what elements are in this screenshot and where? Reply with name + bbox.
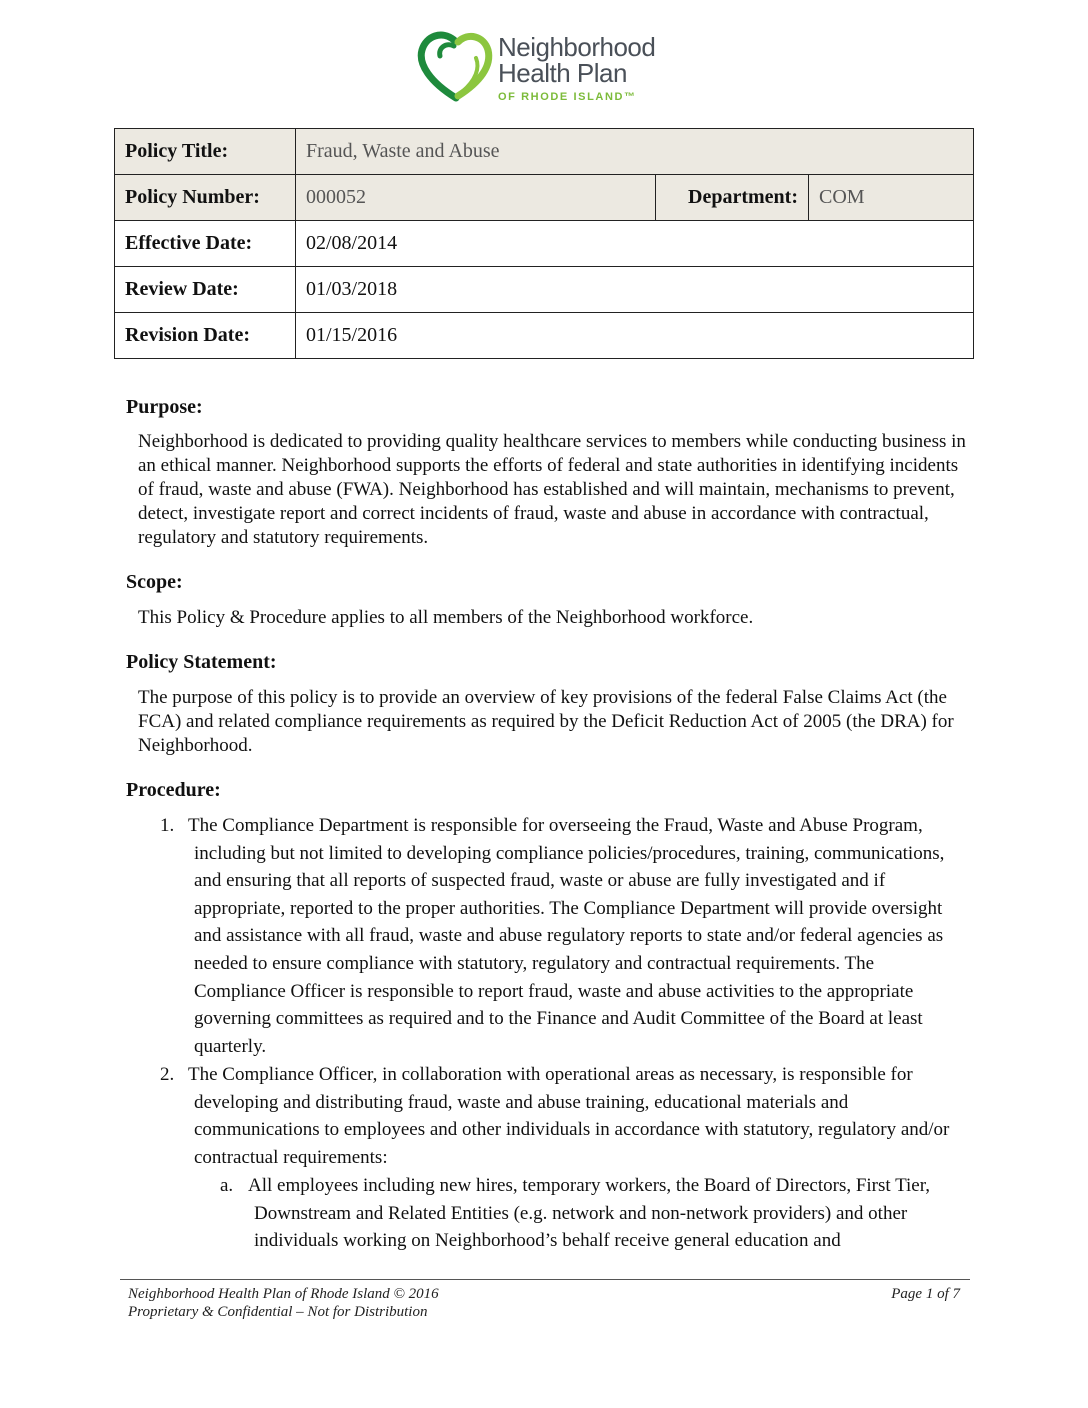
procedure-item-2	[160, 1061, 964, 1171]
logo-line-1: Neighborhood	[498, 32, 656, 62]
list-marker: a.	[220, 1175, 234, 1196]
list-marker: 1.	[160, 815, 175, 836]
effective-date-value: 02/08/2014	[296, 221, 974, 267]
policy-title-label: Policy Title:	[115, 129, 296, 175]
policy-statement-text: The purpose of this policy is to provide an overview of key provisions of the federal False Claims Act (the FCA) and related compliance requirements as required by the Deficit Reduction Act of 2005 (the DRA) for Neighborhood.	[138, 687, 954, 756]
review-date-label: Review Date:	[115, 267, 296, 313]
policy-number-value: 000052	[296, 175, 656, 221]
procedure-heading: Procedure:	[126, 779, 221, 801]
policy-number-row	[115, 175, 974, 221]
logo-line-2: Health Plan	[498, 58, 627, 88]
company-logo	[416, 26, 678, 106]
footer-confidential-line: Proprietary & Confidential – Not for Distribution	[128, 1304, 428, 1320]
procedure-item-text: The Compliance Officer, in collaboration with operational areas as necessary, is responsible for developing and distributing fraud, waste and abuse training, educational materials and communications to employees and other individuals in accordance with statutory, regulatory and/or contractual requirements:	[188, 1064, 950, 1168]
policy-statement-heading: Policy Statement:	[126, 651, 277, 673]
effective-date-label: Effective Date:	[115, 221, 296, 267]
procedure-subitem-a	[220, 1172, 960, 1255]
footer-copyright-line: Neighborhood Health Plan of Rhode Island © 2016	[128, 1286, 439, 1302]
effective-date-row	[115, 221, 974, 267]
heart-logo-icon	[416, 26, 498, 106]
revision-date-value: 01/15/2016	[296, 313, 974, 359]
department-value: COM	[809, 175, 974, 221]
logo-line-3: OF RHODE ISLAND™	[498, 91, 637, 103]
policy-number-label: Policy Number:	[115, 175, 296, 221]
procedure-item-text: The Compliance Department is responsible for overseeing the Fraud, Waste and Abuse Program, including but not limited to developing compliance policies/procedures, training, communications, and ensuring that all reports of suspected fraud, waste or abuse are fully investigated and if appropriate, reported to the proper authorities. The Compliance Department will provide oversight and assistance with all fraud, waste and abuse regulatory reports to state and/or federal agencies as needed to ensure compliance with statutory, regulatory and contractual requirements. The Compliance Officer is responsible to report fraud, waste and abuse activities to the appropriate governing committees as required and to the Finance and Audit Committee of the Board at least quarterly.	[188, 815, 945, 1057]
review-date-row	[115, 267, 974, 313]
review-date-value: 01/03/2018	[296, 267, 974, 313]
purpose-text: Neighborhood is dedicated to providing quality healthcare services to members while conducting business in an ethical manner. Neighborhood supports the efforts of federal and state authorities in identifying incidents of fraud, waste and abuse (FWA). Neighborhood has established and will maintain, mechanisms to prevent, detect, investigate report and correct incidents of fraud, waste and abuse in accordance with contractual, regulatory and statutory requirements.	[138, 431, 966, 548]
list-marker: 2.	[160, 1064, 175, 1085]
scope-heading: Scope:	[126, 571, 183, 593]
footer-copyright	[128, 1285, 439, 1321]
department-label: Department:	[656, 175, 809, 221]
logo-wordmark	[498, 34, 655, 104]
footer-page-number: Page 1 of 7	[891, 1286, 960, 1302]
footer-divider	[120, 1279, 970, 1280]
purpose-heading: Purpose:	[126, 396, 203, 418]
policy-title-value: Fraud, Waste and Abuse	[296, 129, 974, 175]
procedure-subitem-text: All employees including new hires, temporary workers, the Board of Directors, First Tier, Downstream and Related Entities (e.g. network and non-network providers) and other individuals working on Neighborhood’s behalf receive general education and	[248, 1175, 931, 1252]
procedure-item-1	[160, 812, 964, 1060]
revision-date-row	[115, 313, 974, 359]
policy-info-table	[114, 128, 974, 359]
revision-date-label: Revision Date:	[115, 313, 296, 359]
policy-title-row	[115, 129, 974, 175]
scope-text: This Policy & Procedure applies to all members of the Neighborhood workforce.	[138, 607, 754, 628]
